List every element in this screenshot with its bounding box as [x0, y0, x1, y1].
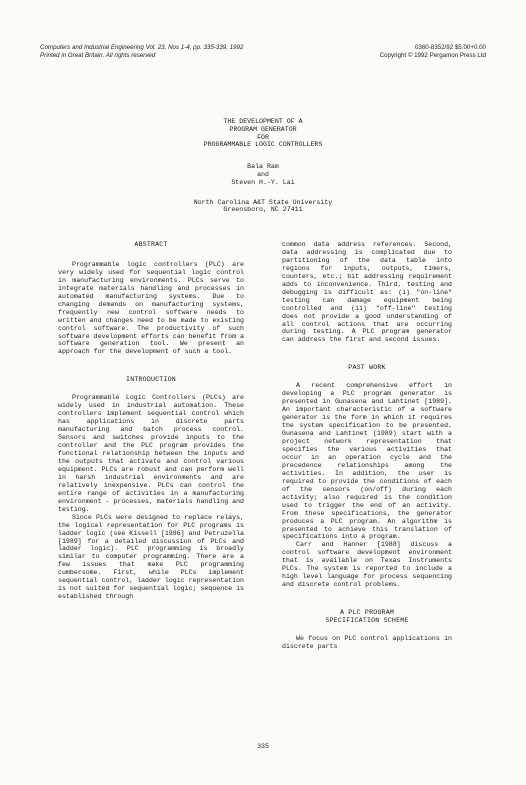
paper-title-line-3: FOR: [257, 133, 269, 141]
continued-paragraph: common data address references. Second, data addressing is complicated due to partitioning of the data table into regions for inputs, outputs, timers, counters, etc.; bit addressing requirement adds to inconvenience. Third, testing and debugging is difficult as: (i) "on-line" testing can damage equipment being controlled and (ii) "off-line" testing does not provide a good understanding of all control actions that are occurring during testing. A PLC program generator can address the first and second issues.: [282, 241, 452, 344]
journal-citation-line: Computers and Industrial Engineering Vol. 23, Nos 1-4, pp. 335-339, 1992: [40, 44, 244, 51]
introduction-heading: INTRODUCTION: [126, 376, 176, 384]
issn-price: 0360-8352/92 $5.00+0.00: [414, 44, 486, 51]
copyright-block: [380, 44, 486, 60]
past-work-paragraph-1: A recent comprehensive effort in developing a PLC program generator is presented in Gunasena and Lahtinet [1989]. An important characteristic of a software generator is the form in which it requires the system specification to be presented. Gunasena and Lahtinet (1989) start with a project network representation that specifies the various activities that occur in an operation cycle and the precedence relationships among the activities. In addition, the user is required to provide the conditions of each of the sensors (on/off) during each activity; also required is the condition used to trigger the end of an activity. From these specifications, the generator produces a PLC program. An algorithm is presented to achieve this translation of specifications into a program.: [282, 382, 452, 541]
past-work-paragraph-2: Carr and Hanner [1988] discuss a control software development environment that is available on Texas Instruments PLCs. The system is reported to include a high level language for process sequencing and discrete control problems.: [282, 541, 452, 589]
spec-scheme-paragraph-1: We focus on PLC control applications in discrete parts: [282, 635, 452, 650]
paper-title-line-1: THE DEVELOPMENT OF A: [223, 118, 303, 125]
left-column: [58, 241, 244, 601]
introduction-paragraph-1: Programmable Logic Controllers (PLCs) are widely used in industrial automation. These controllers implement sequential control which has applications in discrete parts manufacturing and batch process control. Sensors and switches provide inputs to the controller and the PLC program provides the functional relationship between the inputs and the outputs that activate and control various equipment. PLCs are robust and can perform well in harsh industrial environments and are relatively inexpensive. PLCs can control the entire range of activities in a manufacturing environment - processes, materials handling and testing.: [58, 394, 244, 513]
right-column: [282, 241, 452, 651]
title-block: [0, 118, 526, 214]
printed-note: Printed in Great Britain. All rights reserved: [40, 52, 156, 59]
spec-scheme-heading-line-2: SPECIFICATION SCHEME: [325, 617, 409, 625]
author-2: Steven H.-Y. Lai: [231, 178, 295, 186]
journal-citation: [40, 44, 243, 60]
affiliation-name: North Carolina A&T State University: [193, 198, 333, 206]
abstract-paragraph: Programmable logic controllers (PLC) are very widely used for sequential logic control in manufacturing environments. PLCs serve to integrate materials handling and processes in automated manufacturing systems. Due to changing demands on manufacturing systems, frequently new control software needs to written and changes need to be made to existing control software. The productivity of such software development efforts can benefit from a software generation tool. We present an approach for the development of such a tool.: [58, 260, 244, 356]
author-1: Bala Ram: [247, 163, 279, 171]
author-conjunction: and: [257, 170, 269, 178]
abstract-heading: ABSTRACT: [134, 241, 168, 248]
paper-title-line-2: PROGRAM GENERATOR: [229, 125, 297, 133]
paper-title-line-4: PROGRAMMABLE LOGIC CONTROLLERS: [203, 141, 323, 149]
past-work-heading: PAST WORK: [348, 364, 386, 372]
copyright-line: Copyright © 1992 Pergamon Press Ltd: [379, 52, 486, 59]
affiliation-location: Greensboro, NC 27411: [223, 206, 303, 214]
page-number: 335: [257, 743, 269, 750]
spec-scheme-heading-line-1: A PLC PROGRAM: [339, 609, 395, 617]
introduction-paragraph-2: Since PLCs were designed to replace relays, the logical representation for PLC programs is ladder logic (see Kissell [1986] and Petruzella [1989] for a detailed discussion of PLCs and ladder logic). PLC programming is broadly similar to computer programming. There are a few issues that make PLC programming cumbersome. First, while PLCs implement sequential control, ladder logic representation is not suited for sequential logic; sequence is established through: [58, 513, 244, 601]
